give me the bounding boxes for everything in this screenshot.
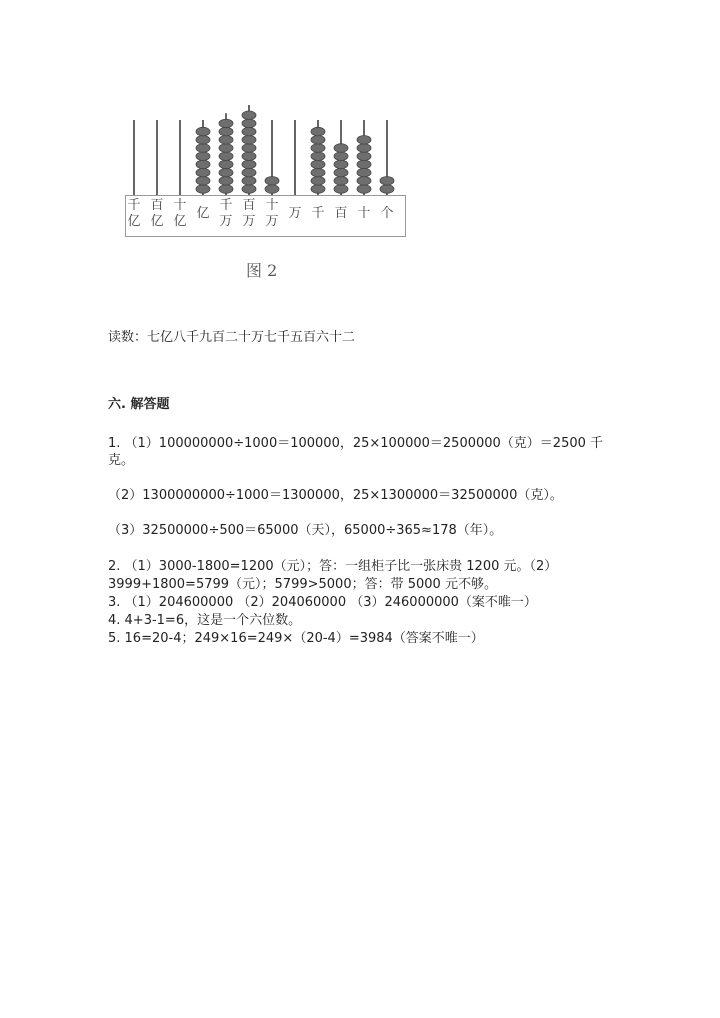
abacus-bead [196, 177, 210, 186]
abacus-bead [219, 160, 233, 169]
figure-caption: 图 2 [246, 261, 278, 280]
abacus-rods [118, 90, 408, 200]
abacus-bead [334, 177, 348, 186]
abacus-bead [219, 119, 233, 128]
abacus-bead [242, 136, 256, 145]
abacus-bead [380, 185, 394, 194]
abacus-bead [196, 168, 210, 177]
abacus-bead [196, 136, 210, 145]
answer-line: 3. （1）204600000 （2）204060000 （3）246000000（案不唯一） [108, 595, 537, 610]
abacus-bead [219, 177, 233, 186]
place-label: 亿 [196, 206, 210, 221]
abacus-bead [311, 127, 325, 136]
place-label: 万 [288, 206, 302, 221]
abacus-bead [357, 185, 371, 194]
abacus-bead [196, 152, 210, 161]
abacus-bead [219, 152, 233, 161]
place-label: 千 万 [219, 198, 233, 229]
place-label: 千 亿 [127, 198, 141, 229]
abacus-bead [242, 144, 256, 153]
reading-answer: 读数：七亿八千九百二十万七千五百六十二 [108, 330, 356, 345]
abacus-bead [334, 152, 348, 161]
abacus-bead [311, 177, 325, 186]
abacus-bead [334, 185, 348, 194]
section-title: 六. 解答题 [108, 397, 170, 412]
abacus-bead [357, 177, 371, 186]
abacus-bead [196, 144, 210, 153]
place-label: 个 [380, 206, 394, 221]
place-label: 百 万 [242, 198, 256, 229]
abacus-bead [311, 168, 325, 177]
answer-line: 5. 16=20-4；249×16=249×（20-4）=3984（答案不唯一） [108, 631, 484, 646]
abacus-bead [311, 136, 325, 145]
place-label: 千 [311, 206, 325, 221]
abacus-figure [118, 90, 408, 250]
abacus-bead [357, 168, 371, 177]
abacus-bead [357, 160, 371, 169]
abacus-bead [242, 177, 256, 186]
answer-line: 4. 4+3-1=6，这是一个六位数。 [108, 613, 302, 628]
abacus-bead [265, 185, 279, 194]
abacus-bead [357, 152, 371, 161]
abacus-bead [242, 152, 256, 161]
abacus-bead [196, 185, 210, 194]
answer-line: 2. （1）3000-1800=1200（元）；答：一组柜子比一张床贵 1200 元。（2） [108, 559, 558, 574]
answer-line: （2）1300000000÷1000＝1300000，25×1300000＝32500000（克）。 [108, 488, 563, 503]
abacus-bead [265, 177, 279, 186]
place-label: 百 [334, 206, 348, 221]
place-label: 百 亿 [150, 198, 164, 229]
abacus-bead [334, 168, 348, 177]
abacus-bead [242, 160, 256, 169]
abacus-bead [242, 111, 256, 120]
abacus-bead [219, 168, 233, 177]
answer-line: 3999+1800=5799（元）；5799>5000；答：带 5000 元不够。 [108, 577, 497, 592]
abacus-bead [219, 185, 233, 194]
abacus-bead [357, 144, 371, 153]
abacus-bead [311, 152, 325, 161]
answer-line: 克。 [108, 453, 135, 468]
abacus-bead [311, 144, 325, 153]
abacus-bead [311, 160, 325, 169]
place-label: 十 亿 [173, 198, 187, 229]
place-label: 十 [357, 206, 371, 221]
abacus-bead [334, 160, 348, 169]
abacus-bead [242, 127, 256, 136]
answer-line: （3）32500000÷500＝65000（天），65000÷365≈178（年）。 [108, 523, 503, 538]
abacus-bead [242, 185, 256, 194]
abacus-bead [219, 144, 233, 153]
answer-line: 1. （1）100000000÷1000＝100000，25×100000＝2500000（克）＝2500 千 [108, 436, 604, 451]
abacus-bead [334, 144, 348, 153]
abacus-bead [311, 185, 325, 194]
abacus-bead [242, 119, 256, 128]
abacus-bead [219, 136, 233, 145]
abacus-bead [242, 168, 256, 177]
abacus-bead [196, 160, 210, 169]
abacus-bead [219, 127, 233, 136]
abacus-bead [357, 136, 371, 145]
abacus-bead [380, 177, 394, 186]
place-label: 十 万 [265, 198, 279, 229]
abacus-bead [196, 127, 210, 136]
